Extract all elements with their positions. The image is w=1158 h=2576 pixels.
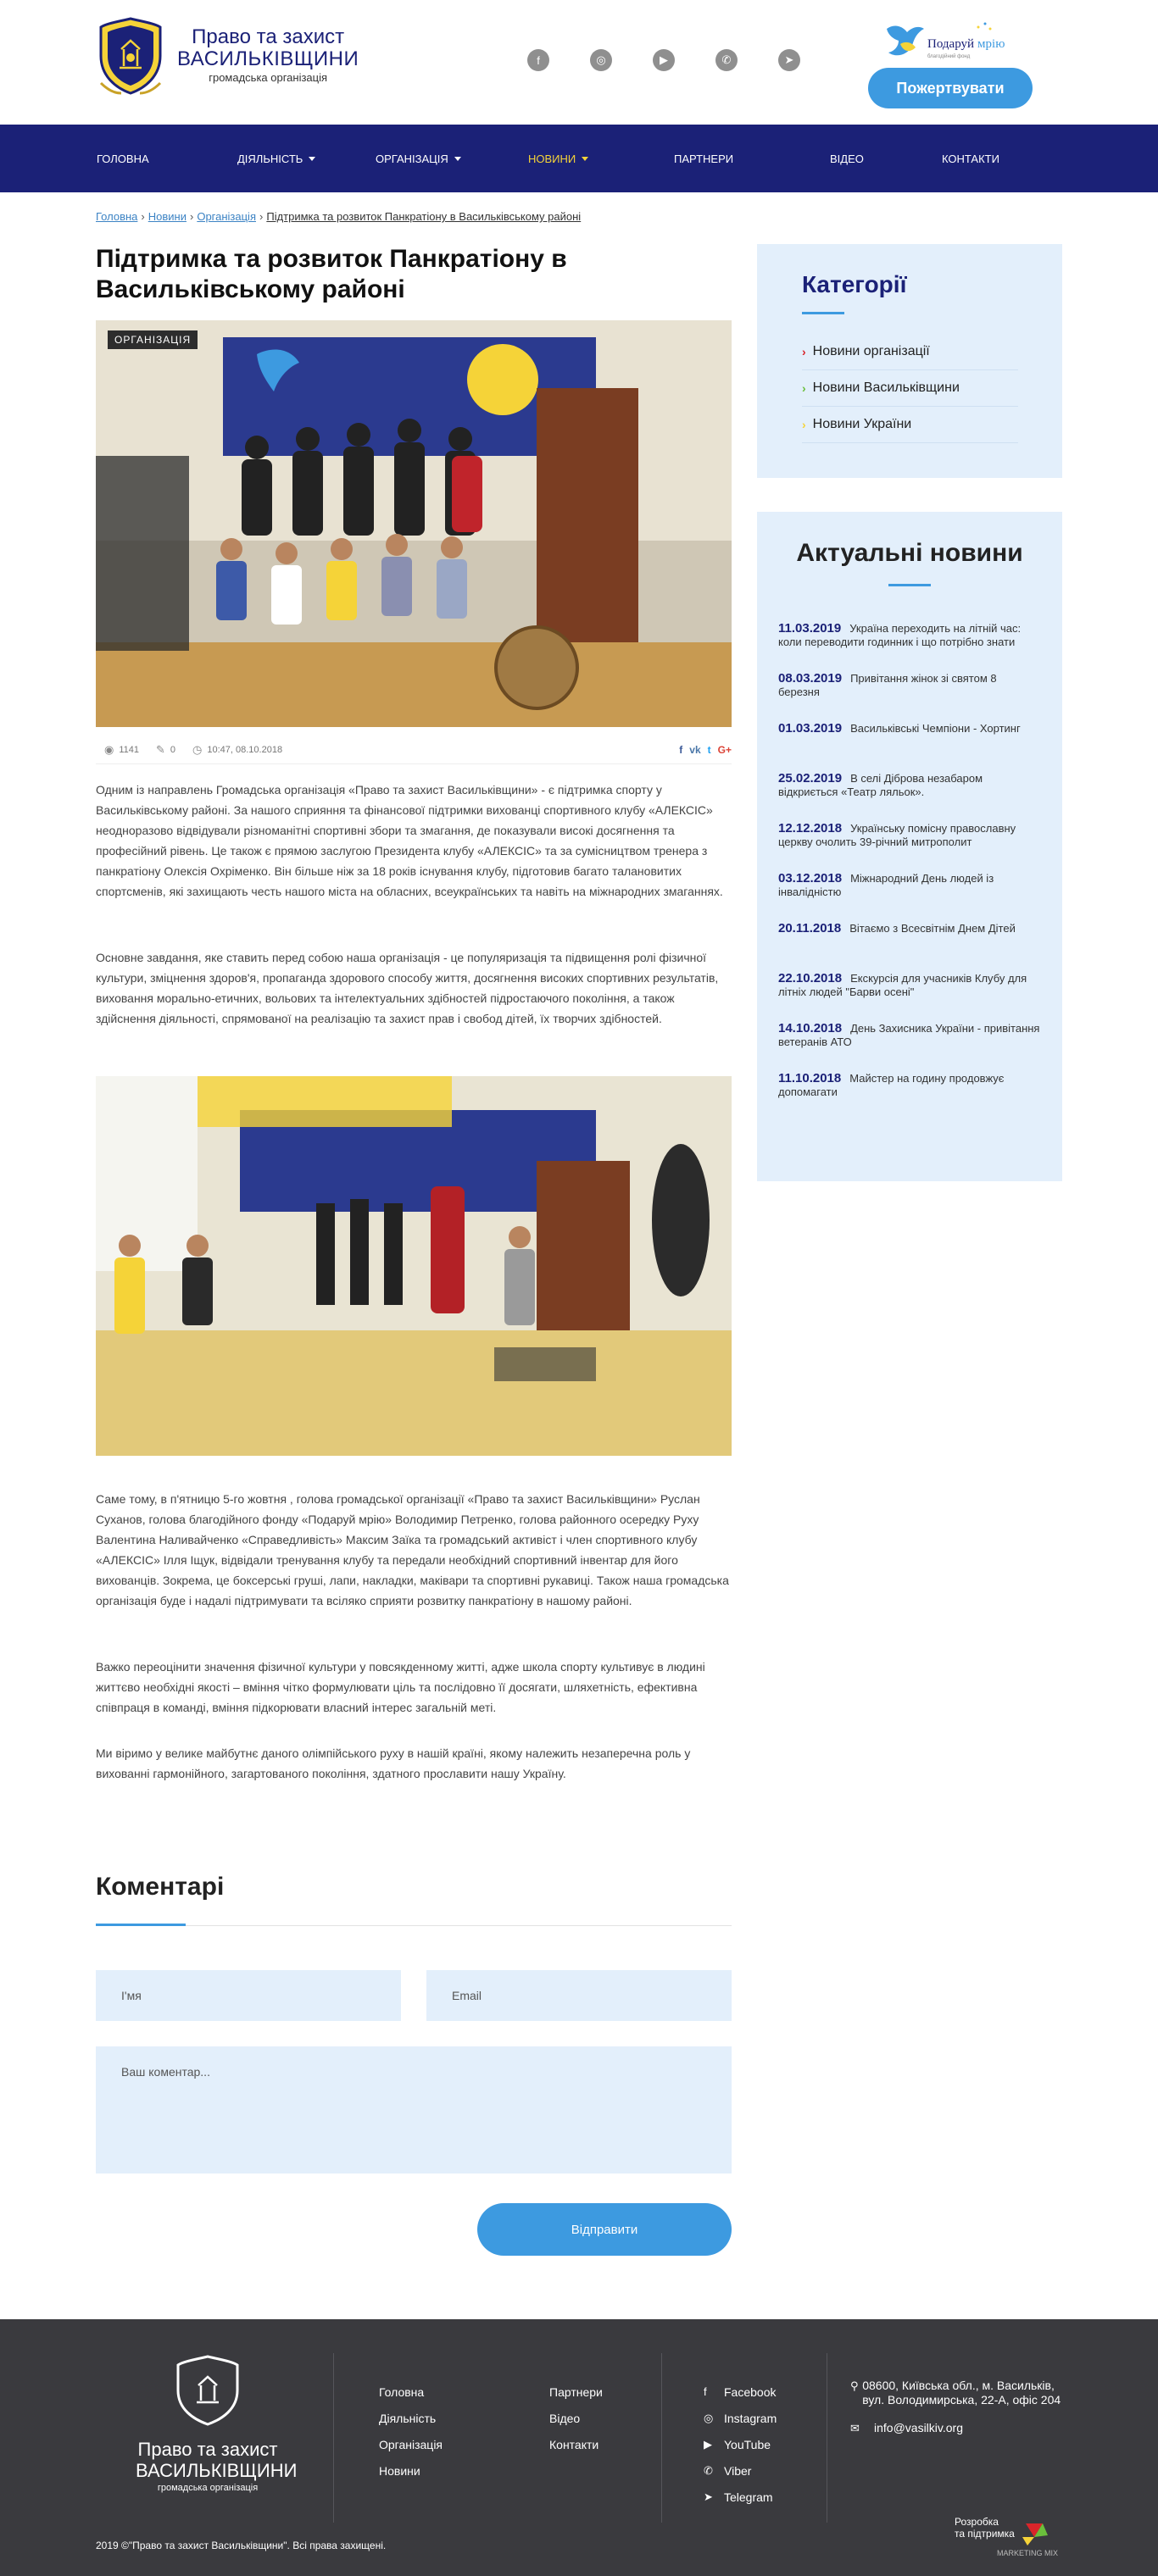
logo-line1: Право та захист xyxy=(192,25,345,48)
categories-title: Категорії xyxy=(802,271,907,297)
footer-instagram-link[interactable]: ◎ Instagram xyxy=(704,2411,777,2425)
main-nav xyxy=(0,125,1158,192)
site-footer xyxy=(0,2319,1158,2576)
page-title: Підтримка та розвиток Панкратіону в Васильківському районі xyxy=(96,245,567,303)
footer-telegram-link[interactable]: ➤ Telegram xyxy=(704,2490,773,2504)
telegram-icon[interactable]: ➤ xyxy=(778,49,800,71)
facebook-icon: f xyxy=(704,2385,707,2398)
nav-item-contacts[interactable]: КОНТАКТИ xyxy=(942,152,999,165)
news-item[interactable]: 08.03.2019 Привітання жінок зі святом 8 березня xyxy=(778,671,997,698)
comment-textarea[interactable] xyxy=(96,2046,732,2174)
coat-of-arms-icon xyxy=(173,2353,242,2428)
header-socials xyxy=(527,49,800,71)
telegram-icon: ➤ xyxy=(704,2490,713,2503)
article-paragraph-4: Важко переоцінити значення фізичної культури у повсякденному житті, адже школа спорту культивує в людині життєво необхідні якості – вміння чітко формулювати ціль та послідовно її досягати, шляхетність, ефективна співпраця в команді, вміння підкорювати власний інтерес загальній меті. xyxy=(96,1660,705,1714)
article-photo-1 xyxy=(96,320,732,727)
article-photo-2 xyxy=(96,1076,732,1456)
footer-menu-2 xyxy=(549,2379,603,2457)
footer-link-news[interactable]: Новини xyxy=(379,2463,420,2478)
chevron-down-icon xyxy=(454,157,461,161)
article-paragraph-3: Саме тому, в п'ятницю 5-го жовтня , голова громадської організації «Право та захист Васильківщини» Руслан Суханов, голова благодійного фонду «Подаруй мрію» Володимир Петренко, голова районного осередку Руху Валентина Наливайченко «Справедливість» Максим Заїка та громадський активіст і член спортивного клубу «АЛЕКСІС» Ілля Іщук, відвідали тренування клубу та передали необхідний спортивний інвентар для його вихованців. Зокрема, це боксерські груші, лапи, накладки, маківари та спортивні рукавиці. Також наша громадська організація буде і надалі підтримувати та всіляко сприяти розвитку панкратіону в нашому районі. xyxy=(96,1492,729,1607)
article-meta xyxy=(96,736,732,764)
footer-link-organization[interactable]: Організація xyxy=(379,2437,443,2451)
logo-line2: ВАСИЛЬКІВЩИНИ xyxy=(177,47,359,70)
divider xyxy=(333,2353,334,2523)
nav-item-partners[interactable]: ПАРТНЕРИ xyxy=(674,152,734,165)
svg-text:MARKETING MIX: MARKETING MIX xyxy=(997,2549,1059,2557)
viber-icon: ✆ xyxy=(704,2463,713,2477)
podaruy-text: Подаруй мрію xyxy=(927,37,1005,51)
nav-item-news[interactable]: НОВИНИ xyxy=(528,153,674,165)
news-item[interactable]: 25.02.2019 В селі Діброва незабаром відкриється «Театр ляльок». xyxy=(778,771,983,798)
logo-line3: громадська організація xyxy=(209,71,328,84)
footer-contacts xyxy=(850,2379,1062,2449)
footer-email-link[interactable]: info@vasilkiv.org xyxy=(874,2421,963,2434)
coat-of-arms-icon xyxy=(96,15,165,97)
news-item[interactable]: 11.10.2018 Майстер на годину продовжує допомагати xyxy=(778,1071,1005,1098)
footer-link-video[interactable]: Відео xyxy=(549,2411,581,2425)
site-header xyxy=(0,0,1158,125)
youtube-icon: ▶ xyxy=(704,2437,712,2451)
breadcrumb: Головна › Новини › Організація › Підтримка та розвиток Панкратіону в Васильківському районі xyxy=(96,210,582,223)
breadcrumb-current[interactable]: Підтримка та розвиток Панкратіону в Васильківському районі xyxy=(266,210,582,223)
podaruy-subtitle: благодійний фонд xyxy=(927,54,971,59)
mail-icon: ✉ xyxy=(850,2422,860,2434)
donate-button[interactable]: Пожертвувати xyxy=(868,68,1033,108)
news-item[interactable]: 03.12.2018 Міжнародний День людей із інвалідністю xyxy=(778,871,994,898)
latest-news-title: Актуальні новини xyxy=(796,539,1023,567)
divider-accent xyxy=(888,584,931,586)
footer-link-contacts[interactable]: Контакти xyxy=(549,2437,599,2451)
eye-icon: ◉ xyxy=(104,742,114,756)
breadcrumb-home[interactable]: Головна xyxy=(96,210,138,223)
footer-menu-1 xyxy=(379,2379,443,2484)
share-gplus-icon[interactable]: G+ xyxy=(717,744,732,756)
nav-item-home[interactable]: ГОЛОВНА xyxy=(97,152,149,165)
news-item[interactable]: 01.03.2019 Васильківські Чемпіони - Хортинг xyxy=(778,721,1021,736)
views-count: ◉ 1141 xyxy=(104,742,139,756)
share-facebook-icon[interactable]: f xyxy=(679,744,683,756)
categories-widget xyxy=(757,244,1062,478)
footer-socials xyxy=(704,2379,777,2510)
news-item[interactable]: 12.12.2018 Українську помісну православну церкву очолить 39-річний митрополит xyxy=(778,821,1016,848)
youtube-icon[interactable]: ▶ xyxy=(653,49,675,71)
share-twitter-icon[interactable]: t xyxy=(707,744,711,756)
nav-item-organization[interactable]: ОРГАНІЗАЦІЯ xyxy=(376,153,528,165)
developer-credit[interactable]: Розробка та підтримка xyxy=(955,2516,1015,2540)
share-vk-icon[interactable]: vk xyxy=(689,744,701,756)
marketing-mix-logo[interactable] xyxy=(997,2518,1065,2561)
news-item[interactable]: 11.03.2019 Україна переходить на літній час: коли переводити годинник і що потрібно знати xyxy=(778,621,1022,648)
footer-facebook-link[interactable]: f Facebook xyxy=(704,2384,777,2399)
news-item[interactable]: 20.11.2018 Вітаємо з Всесвітнім Днем Дітей xyxy=(778,921,1016,935)
comment-icon: ✎ xyxy=(156,742,165,756)
category-tag[interactable]: ОРГАНІЗАЦІЯ xyxy=(108,330,198,349)
article-paragraph-5: Ми віримо у велике майбутнє даного олімпійського руху в нашій країні, якому належить незаперечна роль у вихованні гармонійного, загартованого покоління, здатного прославити нашу Україну. xyxy=(96,1746,691,1780)
footer-youtube-link[interactable]: ▶ YouTube xyxy=(704,2437,771,2451)
dove-icon xyxy=(883,19,1019,66)
nav-item-activity[interactable]: ДІЯЛЬНІСТЬ xyxy=(237,153,376,165)
site-logo[interactable] xyxy=(96,15,359,97)
share-buttons xyxy=(679,744,732,756)
footer-logo-line3: громадська організація xyxy=(157,2483,259,2493)
footer-logo-line2: ВАСИЛЬКІВЩИНИ xyxy=(136,2460,298,2481)
footer-viber-link[interactable]: ✆ Viber xyxy=(704,2463,752,2478)
news-item[interactable]: 14.10.2018 День Захисника України - привітання ветеранів АТО xyxy=(778,1021,1040,1048)
category-item-org-news[interactable]: › Новини організації xyxy=(802,334,1018,370)
chevron-right-icon: › xyxy=(802,418,806,431)
chevron-down-icon xyxy=(582,157,588,161)
chevron-right-icon: › xyxy=(802,381,806,395)
article-paragraph-1: Одним із направлень Громадська організація «Право та захист Васильківщини» - є підтримка спорту у Васильківському районі. За нашого сприяння та фінансової підтримки вихованці спортивного клубу «АЛЕКСІС» неодноразово відвідували різноманітні спортивні збори та змагання, де показували високі досягнення та професійний рівень. Це також є прямою заслугою Президента клубу «АЛЕКСІС» та за сумісництвом тренера з панкратіону Олексія Охріменко. Він більше ніж за 18 років існування клубу, підготовив багато талановитих спортсменів, які захищають честь нашого міста на обласних, всеукраїнських та навіть на міжнародних змаганнях. xyxy=(96,783,723,898)
instagram-icon[interactable]: ◎ xyxy=(590,49,612,71)
news-item[interactable]: 22.10.2018 Екскурсія для учасників Клубу для літніх людей "Барви осені" xyxy=(778,971,1027,998)
viber-icon[interactable]: ✆ xyxy=(715,49,738,71)
divider xyxy=(96,1925,732,1926)
breadcrumb-news[interactable]: Новини xyxy=(148,210,187,223)
breadcrumb-organization[interactable]: Організація xyxy=(197,210,256,223)
location-pin-icon: ⚲ xyxy=(850,2379,859,2392)
publish-date: ◷ 10:47, 08.10.2018 xyxy=(192,742,283,756)
footer-address: 08600, Київська обл., м. Васильків, вул. Володимирська, 22-А, офіс 204 xyxy=(862,2379,1061,2407)
instagram-icon: ◎ xyxy=(704,2411,714,2424)
footer-link-home[interactable]: Головна xyxy=(379,2384,425,2399)
chevron-down-icon xyxy=(309,157,315,161)
footer-logo[interactable] xyxy=(136,2353,298,2495)
latest-news-widget xyxy=(757,512,1062,1181)
nav-item-video[interactable]: ВІДЕО xyxy=(830,152,864,165)
footer-link-activity[interactable]: Діяльність xyxy=(379,2411,437,2425)
footer-logo-line1: Право та захист xyxy=(137,2439,278,2460)
clock-icon: ◷ xyxy=(192,742,203,756)
category-item-vasylkiv-news[interactable]: › Новини Васильківщини xyxy=(802,370,1018,407)
divider-accent xyxy=(802,312,844,314)
facebook-icon[interactable]: f xyxy=(527,49,549,71)
comments-title: Коментарі xyxy=(96,1873,225,1901)
footer-link-partners[interactable]: Партнери xyxy=(549,2384,603,2399)
divider-accent xyxy=(96,1924,186,1926)
comments-count: ✎ 0 xyxy=(156,742,176,756)
name-input[interactable] xyxy=(96,1970,401,2021)
chevron-right-icon: › xyxy=(802,345,806,358)
divider xyxy=(661,2353,662,2523)
category-item-ukraine-news[interactable]: › Новини України xyxy=(802,407,1018,443)
email-input[interactable] xyxy=(426,1970,732,2021)
copyright: 2019 ©"Право та захист Васильківщини". Всі права захищені. xyxy=(96,2540,387,2551)
article-paragraph-2: Основне завдання, яке ставить перед собою наша організація - це популяризація та підвищення ролі фізичної культури, зміцнення здоров'я, пропаганда здорового способу життя, досягнення високих спортивних результатів, виховання морально-етичних, вольових та інтелектуальних здібностей підростаючого покоління, а також здійснення діяльності, спрямованої на реалізацію та захист прав і свобод дітей, їх творчих здібностей. xyxy=(96,951,719,1025)
submit-comment-button[interactable]: Відправити xyxy=(477,2203,732,2256)
